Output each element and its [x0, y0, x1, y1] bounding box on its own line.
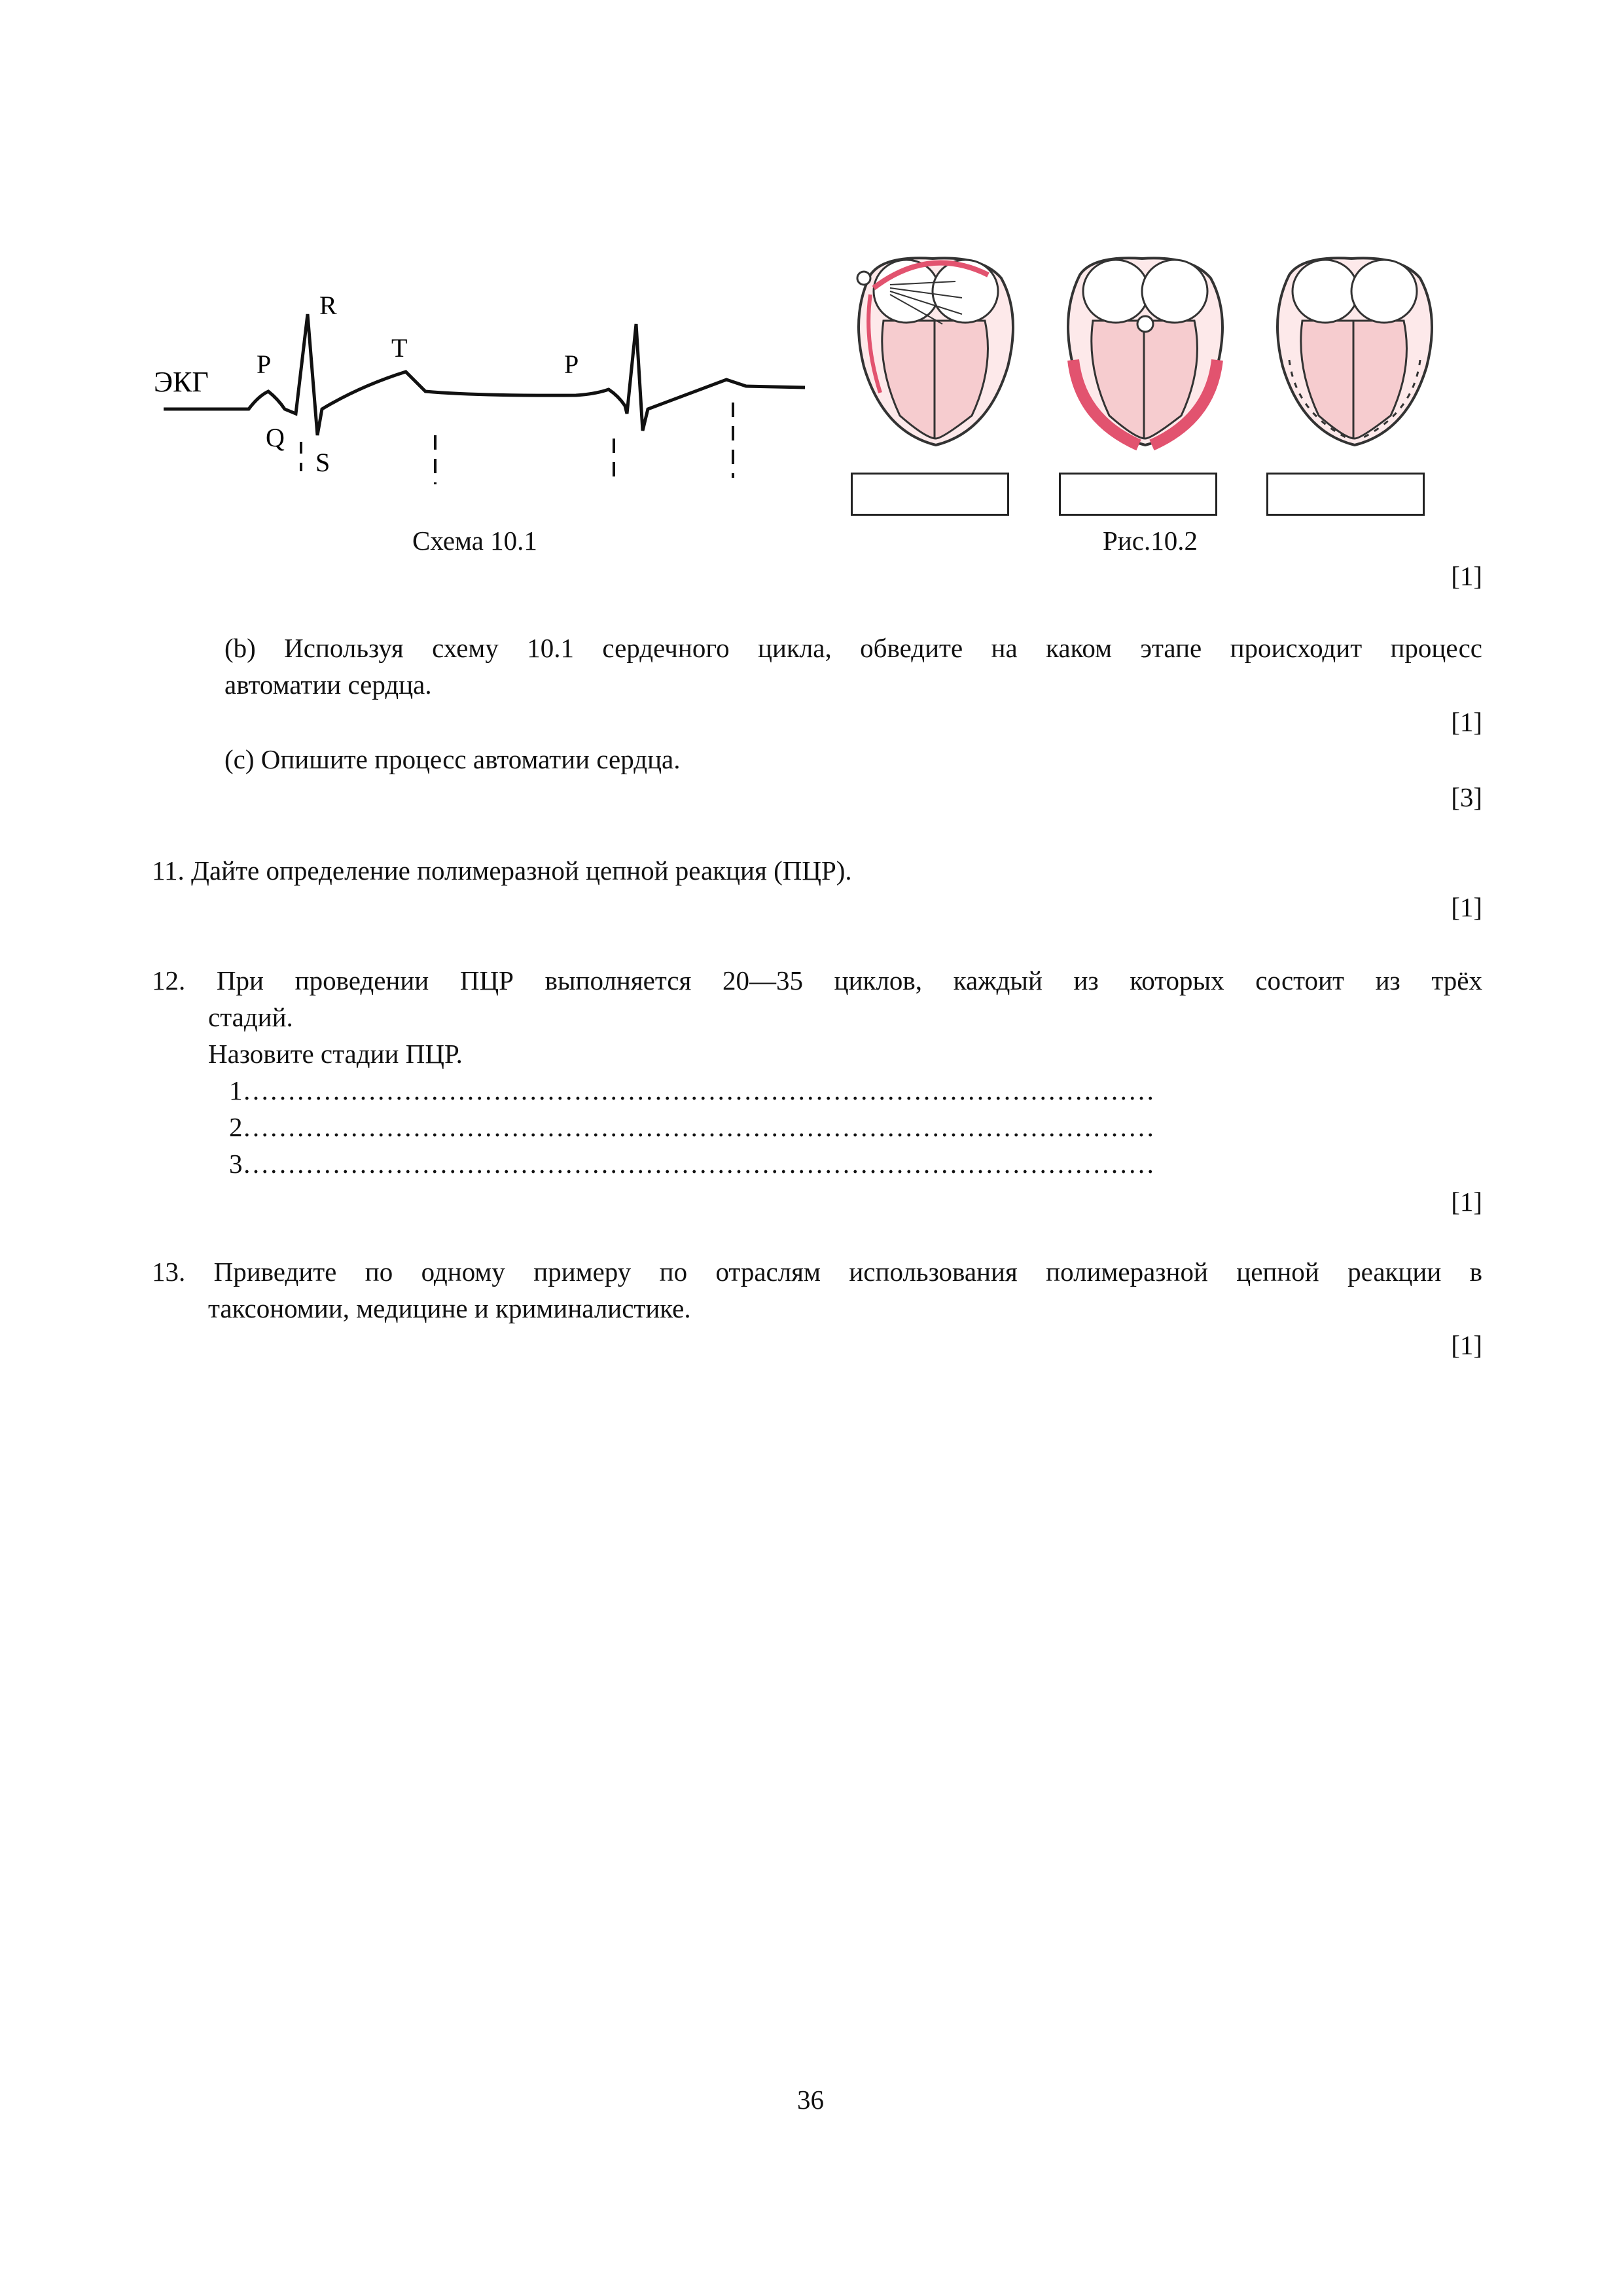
page-number: 36 — [797, 2085, 824, 2115]
mark-12: [1] — [1451, 1187, 1482, 1217]
heart-stage-2 — [1068, 258, 1222, 445]
heart-stage-3 — [1277, 258, 1432, 445]
q13-line1: 13. Приведите по одному примеру по отраслям использования полимеразной цепной реакции в — [152, 1257, 1482, 1287]
q12-answer-3[interactable]: 3………………………………………………………………………………………… — [229, 1149, 1155, 1179]
figure-caption-ecg: Схема 10.1 — [412, 526, 537, 556]
ecg-label-s: S — [315, 448, 330, 477]
q12-line3: Назовите стадии ПЦР. — [208, 1039, 463, 1069]
heart-stage-1 — [857, 258, 1013, 445]
q13-line2: таксономии, медицине и криминалистике. — [208, 1293, 691, 1323]
q10b-line2: автоматии сердца. — [224, 670, 432, 700]
ecg-label-p1: P — [257, 350, 272, 379]
mark-10a: [1] — [1451, 561, 1482, 591]
q11-text: 11. Дайте определение полимеразной цепной реакция (ПЦР). — [152, 855, 852, 886]
ecg-label-r: R — [319, 291, 337, 320]
mark-11: [1] — [1451, 892, 1482, 922]
q12-answer-1[interactable]: 1………………………………………………………………………………………… — [229, 1075, 1155, 1105]
mark-13: [1] — [1451, 1330, 1482, 1360]
figure-caption-heart: Рис.10.2 — [1103, 526, 1198, 556]
mark-10c: [3] — [1451, 782, 1482, 812]
ecg-label: ЭКГ — [154, 366, 209, 398]
ecg-label-q: Q — [266, 423, 285, 452]
ecg-label-p2: P — [564, 350, 579, 379]
answer-box-stage-2[interactable] — [1059, 473, 1217, 516]
q12-line1: 12. При проведении ПЦР выполняется 20—35 циклов, каждый из которых состоит из трёх — [152, 965, 1482, 996]
answer-box-stage-3[interactable] — [1266, 473, 1425, 516]
q12-line2: стадий. — [208, 1002, 293, 1032]
ecg-diagram — [151, 275, 831, 497]
q10c-text: (c) Опишите процесс автоматии сердца. — [224, 744, 681, 774]
q10b-line1: (b) Используя схему 10.1 сердечного цикла, обведите на каком этапе происходит процесс — [224, 633, 1482, 663]
heart-diagrams — [838, 249, 1466, 465]
ecg-label-t: T — [391, 333, 408, 363]
answer-box-stage-1[interactable] — [851, 473, 1009, 516]
mark-10b: [1] — [1451, 707, 1482, 737]
q12-answer-2[interactable]: 2………………………………………………………………………………………… — [229, 1112, 1155, 1142]
